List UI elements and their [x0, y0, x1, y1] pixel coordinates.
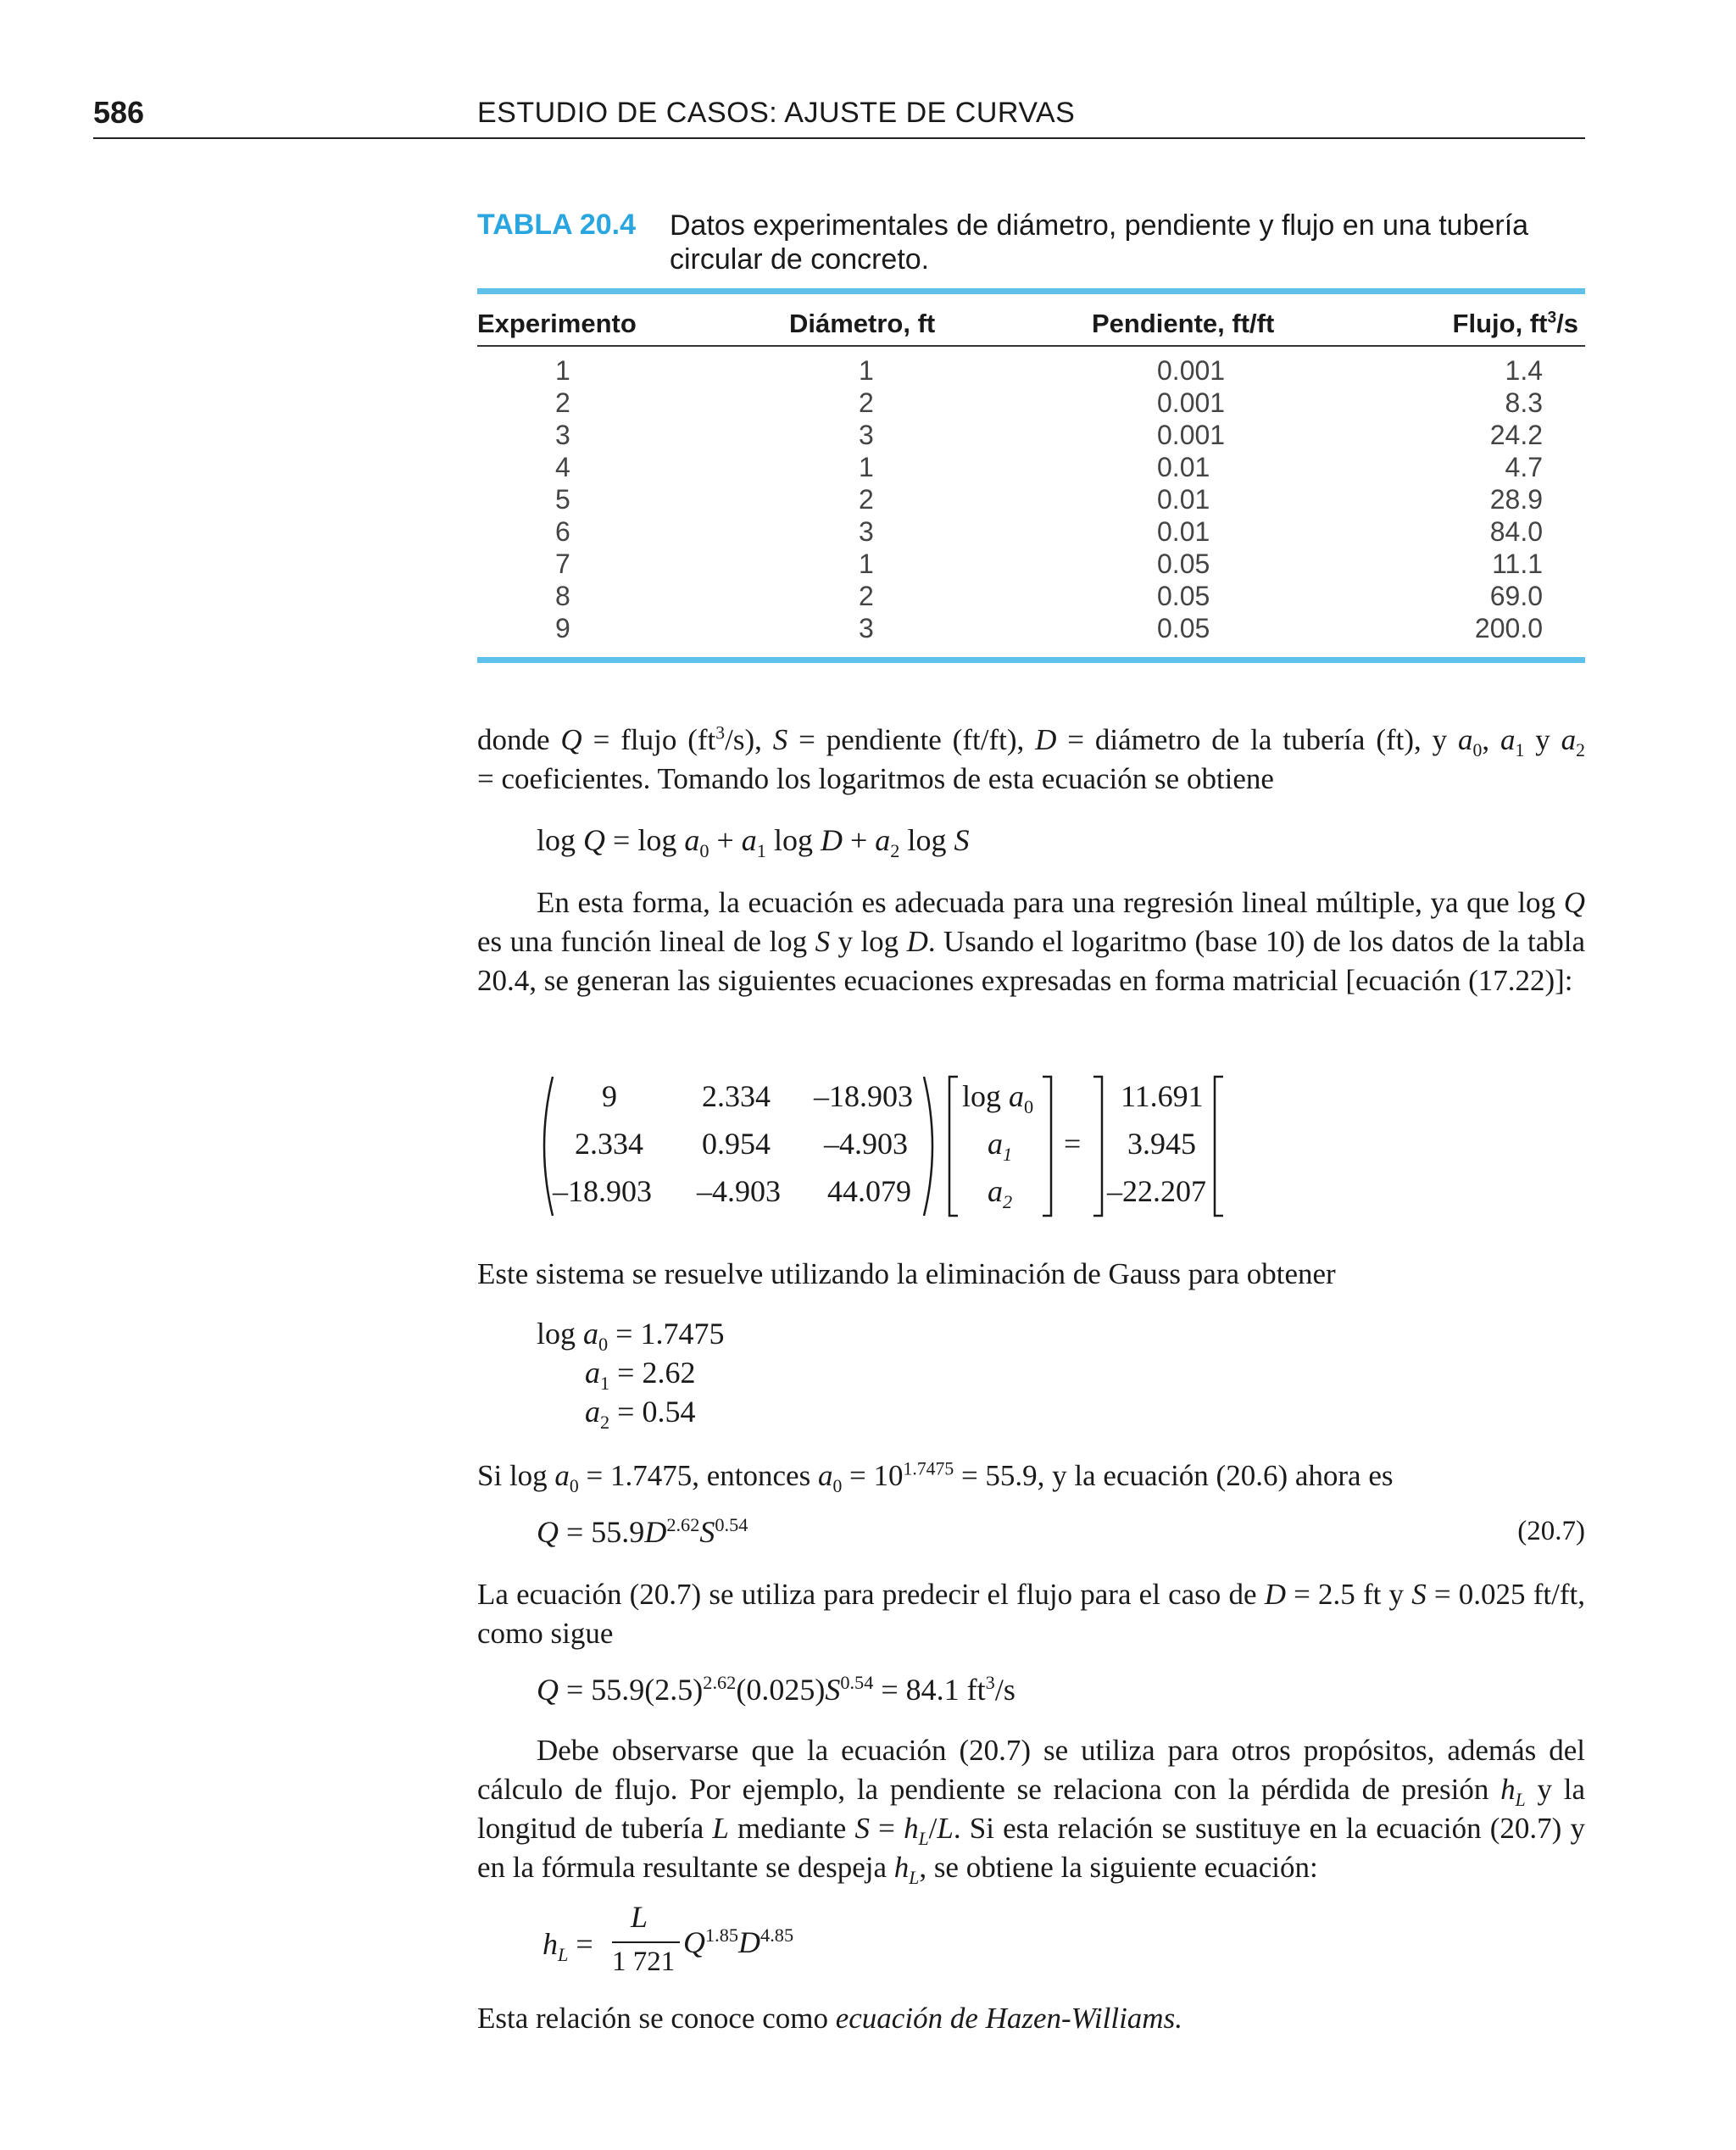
cell-experiment: 6	[555, 516, 570, 547]
table-row	[477, 516, 1585, 549]
cell-flow: 24.2	[1489, 420, 1543, 450]
solution-a2: $a_2 = 0.54$	[585, 1395, 696, 1434]
table-caption-text	[670, 209, 1577, 276]
cell-flow: 11.1	[1492, 549, 1543, 579]
cell-experiment: 1	[555, 355, 570, 386]
cell-diameter: 3	[859, 613, 874, 643]
cell-slope: 0.001	[1157, 420, 1226, 450]
hw-denominator: 1 721	[612, 1947, 676, 1977]
matrix-equals: =	[1064, 1127, 1082, 1161]
cell-experiment: 5	[555, 484, 570, 515]
table-body	[477, 347, 1585, 657]
table-row	[477, 420, 1585, 452]
cell-flow: 200.0	[1474, 613, 1543, 643]
matrix-equation	[534, 1070, 1246, 1223]
matrix-cell-3-2: –4.903	[697, 1174, 781, 1208]
caption-line-1: Datos experimentales de diámetro, pendiente y flujo en una tubería	[670, 209, 1529, 242]
table-row	[477, 549, 1585, 581]
matrix-cell-2-1: 2.334	[575, 1127, 643, 1161]
cell-slope: 0.01	[1157, 484, 1210, 515]
table-caption	[477, 207, 1585, 288]
cell-slope: 0.01	[1157, 452, 1210, 482]
equation-number-20-7: (20.7)	[1517, 1516, 1585, 1546]
table-row	[477, 581, 1585, 613]
cell-slope: 0.01	[1157, 516, 1210, 547]
cell-slope: 0.05	[1157, 549, 1210, 579]
matrix-cell-2-2: 0.954	[702, 1127, 771, 1161]
table-top-rule	[477, 288, 1585, 294]
cell-flow: 8.3	[1505, 387, 1543, 418]
page-number: 586	[93, 95, 145, 130]
matrix-cell-1-3: –18.903	[814, 1079, 913, 1113]
matrix-cell-3-1: –18.903	[553, 1174, 652, 1208]
table-row	[477, 387, 1585, 420]
table-row	[477, 484, 1585, 516]
table-label: TABLA 20.4	[477, 209, 637, 241]
cell-slope: 0.001	[1157, 355, 1226, 386]
cell-experiment: 2	[555, 387, 570, 418]
cell-experiment: 8	[555, 581, 570, 611]
running-head: ESTUDIO DE CASOS: AJUSTE DE CURVAS	[477, 97, 1076, 129]
paragraph-prediction: La ecuación (20.7) se utiliza para predecir el flujo para el caso de D = 2.5 ft y S = 0.025 ft/ft, como sigue	[477, 1578, 1585, 1650]
cell-diameter: 1	[859, 355, 874, 386]
paragraph-hazen-intro: Debe observarse que la ecuación (20.7) se utiliza para otros propósitos, además del cálculo de flujo. Por ejemplo, la pendiente se relaciona con la pérdida de presión $h_L$ y la longitud de tubería L mediante $S = h_L/L$. Si esta relación se sustituye en la ecuación (20.7) y en la fórmula resultante se despeja $h_L$, se obtiene la siguiente ecuación:	[477, 1734, 1585, 1888]
equation-20-7: $Q = 55.9D^{2.62}S^{0.54}$	[537, 1514, 748, 1549]
cell-slope: 0.05	[1157, 581, 1210, 611]
paragraph-definitions: donde Q = flujo $(ft^3/s)$, S = pendiente (ft/ft), D = diámetro de la tubería (ft), y $a_0$, $a_1$ y $a_2$ = coeficientes. Tomando los logaritmos de esta ecuación se obtiene	[477, 721, 1585, 799]
rhs-1: 11.691	[1121, 1079, 1204, 1113]
cell-diameter: 1	[859, 452, 874, 482]
cell-experiment: 4	[555, 452, 570, 482]
cell-diameter: 3	[859, 420, 874, 450]
cell-slope: 0.001	[1157, 387, 1226, 418]
table-row	[477, 452, 1585, 484]
table-bottom-rule	[477, 657, 1585, 663]
equation-hazen-williams	[542, 1899, 882, 1992]
rhs-3: –22.207	[1107, 1174, 1206, 1208]
unknown-log-a0: $\log a_0$	[962, 1079, 1034, 1118]
cell-diameter: 2	[859, 484, 874, 515]
paragraph-regression: En esta forma, la ecuación es adecuada para una regresión lineal múltiple, ya que log Q es una función lineal de log S y log D. Usando el logaritmo (base 10) de los datos de la tabla 20.4, se generan las siguientes ecuaciones expresadas en forma matricial [ecuación (17.22)]:	[477, 886, 1585, 997]
cell-experiment: 7	[555, 549, 570, 579]
equation-prediction: $Q = 55.9(2.5)^{2.62}(0.025)S^{0.54} = 84.1$ $ft^3/s$	[537, 1672, 1015, 1707]
cell-flow: 28.9	[1489, 484, 1543, 515]
paragraph-gauss: Este sistema se resuelve utilizando la eliminación de Gauss para obtener	[477, 1257, 1336, 1290]
table-header	[477, 294, 1585, 347]
cell-experiment: 9	[555, 613, 570, 643]
matrix-cell-1-2: 2.334	[702, 1079, 771, 1113]
cell-diameter: 2	[859, 387, 874, 418]
cell-flow: 69.0	[1489, 581, 1543, 611]
term-hazen-williams: ecuación de Hazen-Williams.	[835, 2002, 1182, 2035]
data-table	[477, 207, 1585, 663]
unknown-a1: $a_1$	[988, 1127, 1013, 1166]
cell-diameter: 1	[859, 549, 874, 579]
header-rule	[93, 137, 1585, 139]
equation-log-form: $\log Q = \log a_0 + a_1$ $\log D + a_2$ log S	[537, 823, 970, 862]
cell-slope: 0.05	[1157, 613, 1210, 643]
cell-flow: 4.7	[1505, 452, 1543, 482]
solution-log-a0: $\log a_0 = 1.7475$	[537, 1317, 725, 1356]
table-row	[477, 355, 1585, 387]
hw-tail: $Q^{1.85}D^{4.85}$	[683, 1924, 794, 1959]
matrix-cell-3-3: 44.079	[827, 1174, 911, 1208]
col-header-experiment: Experimento	[477, 309, 637, 338]
cell-diameter: 3	[859, 516, 874, 547]
col-header-diameter: Diámetro, ft	[789, 309, 936, 338]
hw-fraction-bar	[612, 1941, 680, 1943]
col-header-flow: Flujo, $ft^3/s$	[1452, 309, 1578, 338]
cell-diameter: 2	[859, 581, 874, 611]
matrix-cell-1-1: 9	[602, 1079, 617, 1113]
hw-lhs: $h_L$ =	[542, 1927, 593, 1966]
matrix-cell-2-3: –4.903	[824, 1127, 908, 1161]
cell-flow: 1.4	[1505, 355, 1543, 386]
paragraph-conclusion: Esta relación se conoce como ecuación de Hazen-Williams.	[477, 2002, 1182, 2035]
page-header	[93, 95, 1585, 141]
cell-experiment: 3	[555, 420, 570, 450]
caption-line-2: circular de concreto.	[670, 243, 930, 276]
rhs-2: 3.945	[1127, 1127, 1196, 1161]
paragraph-definitions-line2: = coeficientes. Tomando los logaritmos de esta ecuación se obtiene	[477, 762, 1274, 795]
solution-a1: $a_1 = 2.62$	[585, 1356, 696, 1395]
hw-numerator: L	[631, 1900, 648, 1934]
table-row	[477, 613, 1585, 645]
unknown-a2: $a_2$	[988, 1174, 1013, 1213]
cell-flow: 84.0	[1489, 516, 1543, 547]
col-header-slope: Pendiente, ft/ft	[1092, 309, 1275, 338]
paragraph-a0-value: Si $\log a_0 = 1.7475$, entonces $a_0 = 10^{1.7475} = 55.9$, y la ecuación (20.6) ahora es	[477, 1458, 1394, 1496]
